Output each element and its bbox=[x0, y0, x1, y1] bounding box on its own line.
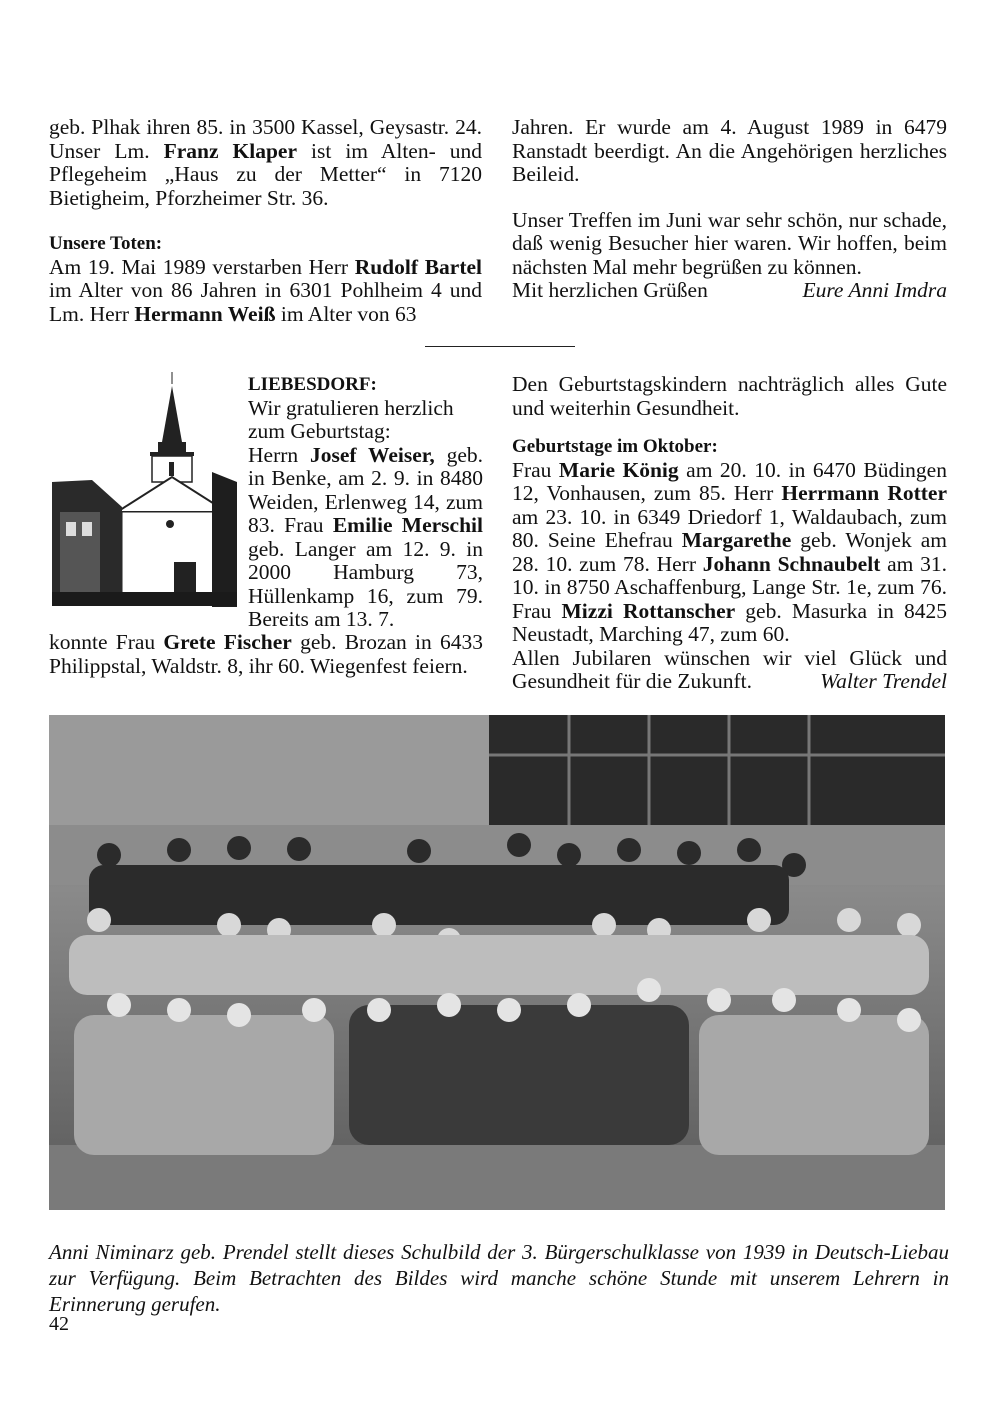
closing-line: Mit herzlichen Grüßen Eure Anni Imdra bbox=[512, 278, 947, 302]
name-josef-weiser: Josef Weiser, bbox=[310, 442, 435, 467]
name-herrmann-rotter: Herrmann Rotter bbox=[781, 481, 947, 505]
liebesdorf-continuation bbox=[49, 631, 483, 678]
signature-walter-trendel: Walter Trendel bbox=[820, 669, 947, 693]
photo-caption: Anni Niminarz geb. Prendel stellt dieses Schulbild der 3. Bürgerschulklasse von 1939 in Deutsch-Liebau zur Verfügung. Beim Betrachten des Bildes wird manche schöne Stunde mit unserem Lehrern in Erinnerung gerufen. bbox=[49, 1240, 949, 1316]
name-hermann-weiss: Hermann Weiß bbox=[134, 301, 276, 326]
name-franz-klaper: Franz Klaper bbox=[163, 138, 297, 163]
name-johann-schnaubelt: Johann Schnaubelt bbox=[702, 551, 881, 576]
liebesdorf-column bbox=[248, 373, 483, 632]
class-photo-image bbox=[49, 715, 945, 1210]
name-rudolf-bartel: Rudolf Bartel bbox=[354, 254, 483, 279]
page-number: 42 bbox=[49, 1313, 69, 1335]
paragraph-toten: Am 19. Mai 1989 verstarben Herr Rudolf Bartel im Alter von 86 Jahren in 6301 Pohlheim 4 und Lm. Herr Hermann Weiß im Alter von 63 bbox=[49, 254, 483, 326]
paragraph-oktober: Frau Marie König am 20. 10. in 6470 Büdingen 12, Vonhausen, zum 85. Herr Herrmann Rotter am 23. 10. in 6349 Driedorf 1, Waldaubach, zum 80. Seine Ehefrau Margarethe geb. Wonjek am 28. 10. zum 78. Herr Johann Schnaubelt am 31. 10. in 8750 Aschaffenburg, Lange Str. 1e, zum 76. Frau Mizzi Rottanscher geb. Masurka in 8425 Neustadt, Marching 47, zum 60. bbox=[512, 457, 947, 646]
name-mizzi-rottanscher: Mizzi Rottanscher bbox=[561, 598, 736, 623]
top-left-column bbox=[49, 116, 482, 326]
paragraph-treffen: Unser Treffen im Juni war sehr schön, nur schade, daß wenig Besucher hier waren. Wir hoffen, beim nächsten Mal mehr begrüßen zu können. bbox=[512, 207, 947, 279]
liebesdorf-paragraph: Herrn Josef Weiser, geb. in Benke, am 2. 9. in 8480 Weiden, Erlenweg 14, zum 83. Frau Emilie Merschil geb. Langer am 12. 9. in 2000 Hamburg 73, Hüllenkamp 16, zum 79. Bereits am 13. 7. bbox=[248, 442, 483, 631]
name-emilie-merschil: Emilie Merschil bbox=[332, 513, 483, 537]
heading-liebesdorf: LIEBESDORF: bbox=[248, 374, 377, 395]
class-photograph bbox=[49, 715, 945, 1210]
name-grete-fischer: Grete Fischer bbox=[163, 630, 292, 654]
paragraph-geburtstagskinder: Den Geburtstagskindern nachträglich alles Gute und weiterhin Gesundheit. bbox=[512, 372, 947, 420]
paragraph-beerdigung: Jahren. Er wurde am 4. August 1989 in 6479 Ranstadt beerdigt. An die Angehörigen herzliches Beileid. bbox=[512, 115, 947, 186]
church-illustration bbox=[52, 372, 237, 612]
heading-geburtstage-oktober: Geburtstage im Oktober: bbox=[512, 436, 718, 457]
closing-jubilare: Allen Jubilaren wünschen wir viel Glück und Gesundheit für die Zukunft. Walter Trendel bbox=[512, 645, 947, 693]
paragraph-klaper: geb. Plhak ihren 85. in 3500 Kassel, Geysastr. 24. Unser Lm. Franz Klaper ist im Alten- und Pflegeheim „Haus zu der Metter“ in 7120 Bietigheim, Pforzheimer Str. 36. bbox=[49, 115, 482, 210]
name-margarethe: Margarethe bbox=[681, 528, 792, 552]
section-divider bbox=[425, 346, 575, 347]
liebesdorf-intro: Wir gratulieren herzlich zum Geburtstag: bbox=[248, 395, 454, 443]
paragraph-grete-fischer: konnte Frau Grete Fischer geb. Brozan in 6433 Philippstal, Waldstr. 8, ihr 60. Wiegenfest feiern. bbox=[49, 630, 483, 678]
mid-right-column bbox=[512, 373, 947, 694]
top-right-column bbox=[512, 116, 947, 303]
name-marie-konig: Marie König bbox=[558, 457, 679, 482]
heading-unsere-toten: Unsere Toten: bbox=[49, 233, 163, 254]
signature-anni-imdra: Eure Anni Imdra bbox=[802, 278, 947, 302]
